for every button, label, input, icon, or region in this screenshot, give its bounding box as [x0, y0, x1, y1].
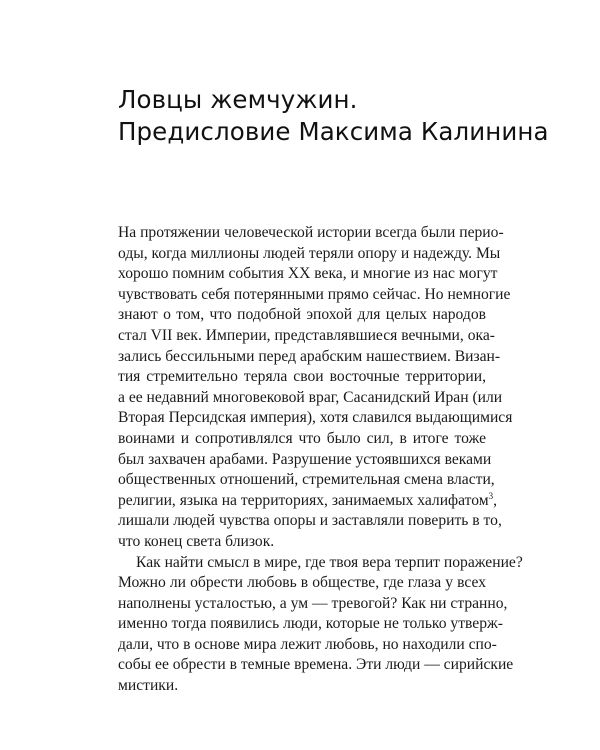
text-line: Вторая Персидская империя), хотя славился выдающимися — [118, 409, 513, 427]
text-line: наполнены усталостью, а ум — тревогой? Как ни странно, — [118, 594, 508, 612]
text-line: а ее недавний многовековой враг, Сасанидский Иран (или — [118, 388, 503, 406]
text-line: Можно ли обрести любовь в обществе, где глаза у всех — [118, 574, 486, 592]
chapter-title — [118, 84, 549, 148]
text-line: собы ее обрести в темные времена. Эти люди — сирийские — [118, 656, 514, 674]
chapter-body-text — [118, 223, 523, 697]
text-line: дали, что в основе мира лежит любовь, но находили спо- — [118, 635, 497, 653]
chapter-title-line-2: Предисловие Максима Калинина — [118, 117, 549, 146]
text-line: именно тогда появились люди, которые не только утверж- — [118, 615, 503, 633]
text-line-content: религии, языка на территориях, занимаемых халифатом — [118, 491, 489, 509]
footnote-marker[interactable]: 3 — [488, 490, 494, 501]
text-line: знают о том, что подобной эпохой для целых народов — [118, 306, 486, 324]
text-line: лишали людей чувства опоры и заставляли поверить в то, — [118, 512, 502, 530]
text-line: На протяжении человеческой истории всегда были перио- — [118, 224, 504, 241]
chapter-title-line-1: Ловцы жемчужин. — [118, 85, 358, 114]
text-line: общественных отношений, стремительная смена власти, — [118, 471, 495, 489]
text-line-with-footnote: религии, языка на территориях, занимаемых халифатом$^3$, — [118, 490, 498, 509]
text-line: был захвачен арабами. Разрушение устоявшихся веками — [118, 450, 492, 468]
text-line: Как найти смысл в мире, где твоя вера терпит поражение? — [136, 553, 523, 571]
text-line: чувствовать себя потерянными прямо сейчас. Но немногие — [118, 285, 511, 303]
text-line: тия стремительно теряла свои восточные территории, — [118, 368, 486, 386]
text-line: хорошо помним события XX века, и многие из нас могут — [118, 265, 498, 283]
text-line: воинами и сопротивлялся что было сил, в итоге тоже — [118, 429, 486, 447]
text-line: зались бессильными перед арабским нашествием. Визан- — [118, 347, 501, 365]
text-line: что конец света близок. — [118, 532, 275, 550]
text-line: стал VII век. Империи, представлявшиеся вечными, ока- — [118, 326, 495, 344]
text-line: оды, когда миллионы людей теряли опору и надежду. Мы — [118, 244, 501, 262]
text-line: мистики. — [118, 677, 179, 695]
